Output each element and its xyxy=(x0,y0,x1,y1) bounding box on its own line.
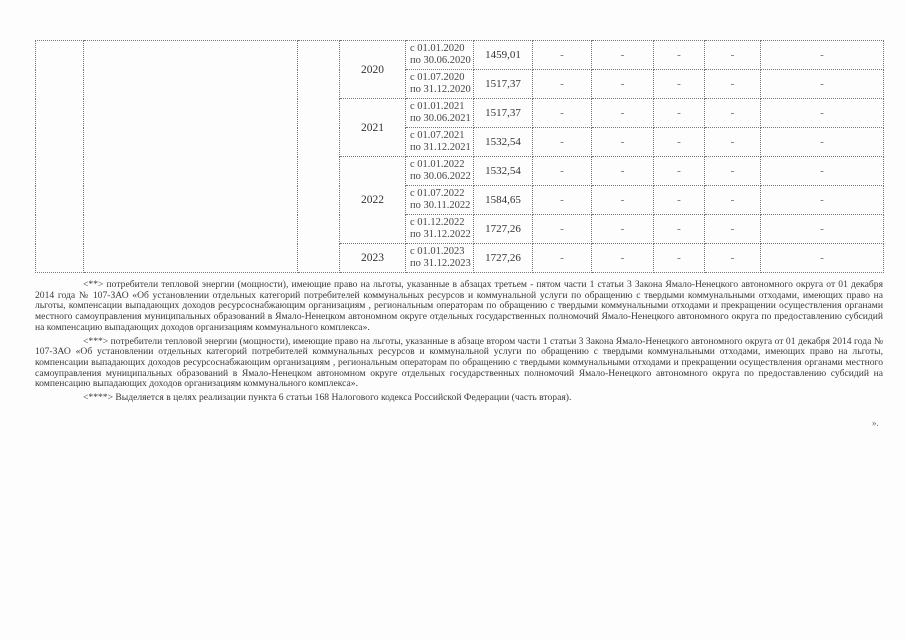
dash-cell: - xyxy=(705,215,761,244)
footnotes xyxy=(35,280,883,407)
year-cell: 2023 xyxy=(340,244,406,273)
dash-cell: - xyxy=(592,99,654,128)
dash-cell: - xyxy=(533,128,592,157)
dash-cell: - xyxy=(654,70,705,99)
period-cell xyxy=(406,99,474,128)
tariff-value-cell: 1532,54 xyxy=(474,157,533,186)
tariff-value-cell: 1727,26 xyxy=(474,215,533,244)
year-cell: 2022 xyxy=(340,157,406,244)
dash-cell: - xyxy=(654,215,705,244)
period-cell xyxy=(406,215,474,244)
dash-cell: - xyxy=(761,215,884,244)
dash-cell: - xyxy=(592,70,654,99)
dash-cell: - xyxy=(705,41,761,70)
dash-cell: - xyxy=(761,99,884,128)
period-from: с 01.01.2023 xyxy=(410,246,465,257)
dash-cell: - xyxy=(761,128,884,157)
period-from: с 01.07.2022 xyxy=(410,188,465,199)
dash-cell: - xyxy=(592,186,654,215)
period-from: с 01.01.2020 xyxy=(410,43,465,54)
tariff-value-cell: 1459,01 xyxy=(474,41,533,70)
year-cell: 2021 xyxy=(340,99,406,157)
year-cell: 2020 xyxy=(340,41,406,99)
dash-cell: - xyxy=(654,41,705,70)
period-from: с 01.07.2020 xyxy=(410,72,465,83)
dash-cell: - xyxy=(654,99,705,128)
dash-cell: - xyxy=(533,215,592,244)
period-to: по 31.12.2023 xyxy=(410,258,471,269)
tariff-value-cell: 1584,65 xyxy=(474,186,533,215)
dash-cell: - xyxy=(654,244,705,273)
dash-cell: - xyxy=(654,128,705,157)
tariff-value-cell: 1727,26 xyxy=(474,244,533,273)
tariff-table-body xyxy=(36,41,884,273)
footnote-double-asterisk: <**> потребители тепловой энергии (мощности), имеющие право на льготы, указанные в абзацах третьем - пятом части 1 статьи 3 Закона Ямало-Ненецкого автономного округа от 01 декабря 2014 года № 107-ЗАО «Об установлении отдельных категорий потребителей коммунальных ресурсов и коммунальной услуги по обращению с твердыми коммунальными отходами, имеющих право на льготы, компенсации выпадающих доходов ресурсоснабжающим организациям , региональным операторам по обращению с твердыми коммунальными отходами и прекращении осуществления органами местного самоуправления муниципальных образований в Ямало-Ненецком автономном округе отдельных государственных полномочий Ямало-Ненецкого автономного округа по предоставлению субсидий на компенсацию выпадающих доходов организациям коммунального комплекса». xyxy=(35,279,883,333)
period-from: с 01.12.2022 xyxy=(410,217,465,228)
closing-quote-mark: ». xyxy=(872,418,879,428)
dash-cell: - xyxy=(705,70,761,99)
period-to: по 30.06.2020 xyxy=(410,55,471,66)
period-to: по 30.06.2022 xyxy=(410,171,471,182)
dash-cell: - xyxy=(654,186,705,215)
period-cell xyxy=(406,128,474,157)
period-to: по 31.12.2020 xyxy=(410,84,471,95)
dash-cell: - xyxy=(533,157,592,186)
period-to: по 31.12.2022 xyxy=(410,229,471,240)
period-from: с 01.01.2022 xyxy=(410,159,465,170)
period-cell xyxy=(406,244,474,273)
period-cell xyxy=(406,186,474,215)
dash-cell: - xyxy=(592,157,654,186)
dash-cell: - xyxy=(533,244,592,273)
tariff-value-cell: 1517,37 xyxy=(474,70,533,99)
dash-cell: - xyxy=(654,157,705,186)
period-cell xyxy=(406,157,474,186)
dash-cell: - xyxy=(592,41,654,70)
blank-cell-a xyxy=(36,41,84,273)
blank-cell-b xyxy=(84,41,298,273)
period-to: по 31.12.2021 xyxy=(410,142,471,153)
footnote-quad-asterisk: <****> Выделяется в целях реализации пункта 6 статьи 168 Налогового кодекса Российской Федерации (часть вторая). xyxy=(83,392,572,404)
dash-cell: - xyxy=(705,157,761,186)
dash-cell: - xyxy=(761,186,884,215)
dash-cell: - xyxy=(761,157,884,186)
dash-cell: - xyxy=(533,99,592,128)
period-from: с 01.07.2021 xyxy=(410,130,465,141)
tariff-value-cell: 1532,54 xyxy=(474,128,533,157)
period-cell xyxy=(406,41,474,70)
dash-cell: - xyxy=(705,128,761,157)
tariff-value-cell: 1517,37 xyxy=(474,99,533,128)
period-to: по 30.06.2021 xyxy=(410,113,471,124)
dash-cell: - xyxy=(533,70,592,99)
dash-cell: - xyxy=(705,244,761,273)
period-from: с 01.01.2021 xyxy=(410,101,465,112)
dash-cell: - xyxy=(761,41,884,70)
dash-cell: - xyxy=(761,70,884,99)
dash-cell: - xyxy=(761,244,884,273)
dash-cell: - xyxy=(592,244,654,273)
dash-cell: - xyxy=(592,128,654,157)
period-to: по 30.11.2022 xyxy=(410,200,471,211)
dash-cell: - xyxy=(533,186,592,215)
footnote-triple-asterisk: <***> потребители тепловой энергии (мощности), имеющие право на льготы, указанные в абзаце втором части 1 статьи 3 Закона Ямало-Ненецкого автономного округа от 01 декабря 2014 года № 107-ЗАО «Об установлении отдельных категорий потребителей коммунальных ресурсов и коммунальной услуги по обращению с твердыми коммунальными отходами, имеющих право на льготы, компенсации выпадающих доходов ресурсоснабжающим организациям , региональным операторам по обращению с твердыми коммунальными отходами и прекращении осуществления органами местного самоуправления муниципальных образований в Ямало-Ненецком автономном округе отдельных государственных полномочий Ямало-Ненецкого автономного округа по предоставлению субсидий на компенсацию выпадающих доходов организациям коммунального комплекса». xyxy=(35,335,883,390)
dash-cell: - xyxy=(705,99,761,128)
period-cell xyxy=(406,70,474,99)
tariff-table xyxy=(35,40,884,273)
dash-cell: - xyxy=(705,186,761,215)
blank-cell-c xyxy=(298,41,340,273)
dash-cell: - xyxy=(533,41,592,70)
table-row xyxy=(36,41,884,70)
dash-cell: - xyxy=(592,215,654,244)
